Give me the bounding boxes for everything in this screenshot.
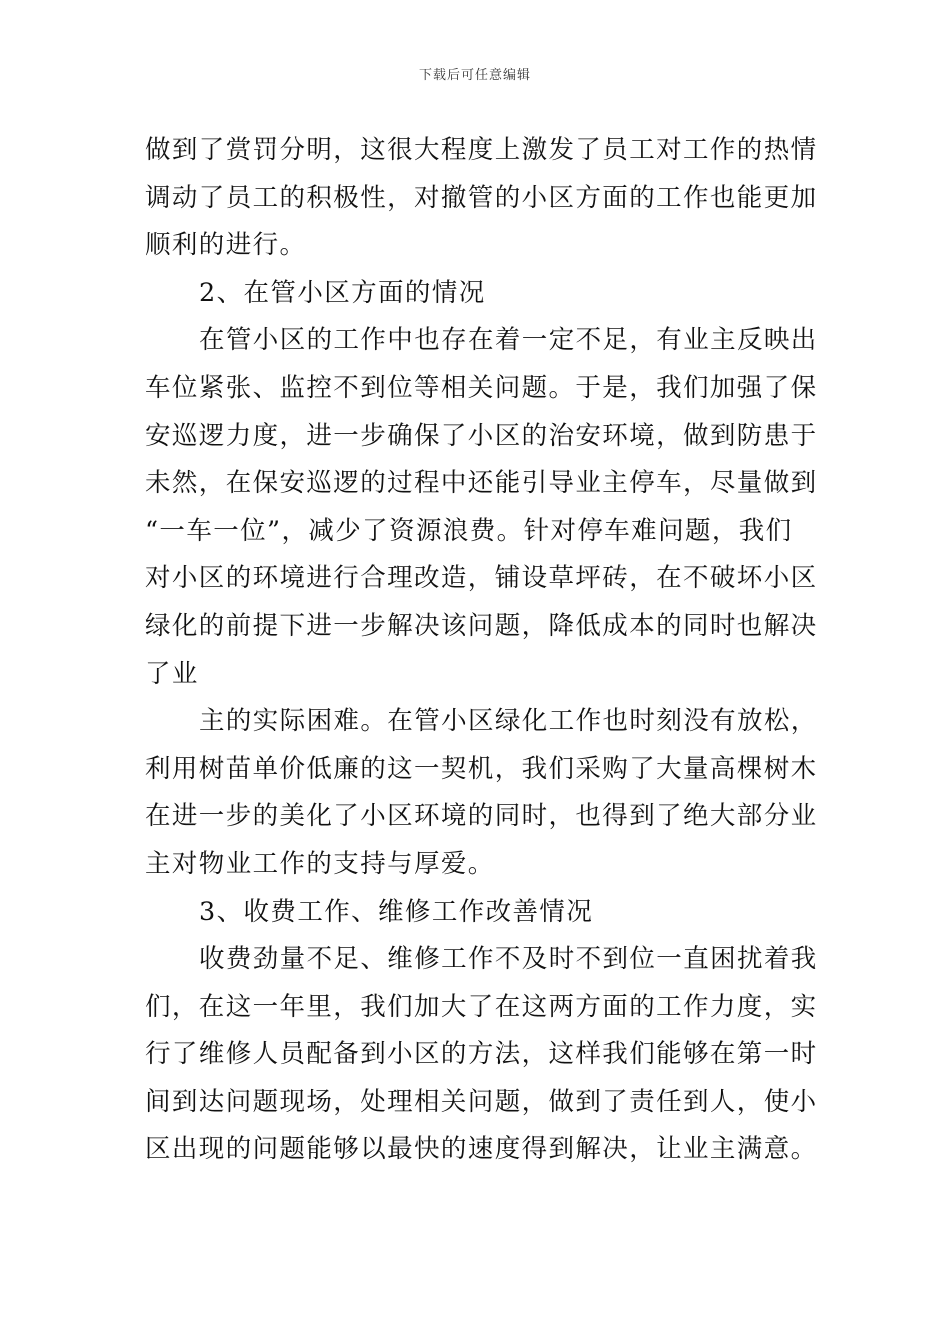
text-line: “一车一位”，减少了资源浪费。针对停车难问题，我们: [145, 515, 793, 546]
body-text: [145, 127, 818, 1174]
text-line: 主的实际困难。在管小区绿化工作也时刻没有放松，: [199, 706, 818, 737]
text-line: 未然，在保安巡逻的过程中还能引导业主停车，尽量做到: [145, 468, 818, 499]
text-line: 在管小区的工作中也存在着一定不足，有业主反映出: [199, 325, 818, 356]
text-line: 主对物业工作的支持与厚爱。: [145, 848, 495, 879]
section-heading: 2、在管小区方面的情况: [199, 277, 486, 308]
text-line: 利用树苗单价低廉的这一契机，我们采购了大量高棵树木: [145, 753, 818, 784]
text-line: 了业: [145, 658, 199, 689]
text-line: 车位紧张、监控不到位等相关问题。于是，我们加强了保: [145, 372, 818, 403]
text-line: 们，在这一年里，我们加大了在这两方面的工作力度，实: [145, 991, 818, 1022]
text-line: 区出现的问题能够以最快的速度得到解决，让业主满意。: [145, 1134, 818, 1165]
text-line: 间到达问题现场，处理相关问题，做到了责任到人，使小: [145, 1086, 818, 1117]
text-line: 顺利的进行。: [145, 230, 307, 261]
text-line: 收费劲量不足、维修工作不及时不到位一直困扰着我: [199, 944, 818, 975]
text-line: 行了维修人员配备到小区的方法，这样我们能够在第一时: [145, 1039, 818, 1070]
section-heading: 3、收费工作、维修工作改善情况: [199, 896, 594, 927]
text-line: 绿化的前提下进一步解决该问题，降低成本的同时也解决: [145, 610, 818, 641]
text-line: 在进一步的美化了小区环境的同时，也得到了绝大部分业: [145, 801, 818, 832]
page-header: 下载后可任意编辑: [418, 68, 531, 83]
text-line: 安巡逻力度，进一步确保了小区的治安环境，做到防患于: [145, 420, 818, 451]
text-line: 对小区的环境进行合理改造，铺设草坪砖，在不破坏小区: [145, 563, 818, 594]
text-line: 调动了员工的积极性，对撤管的小区方面的工作也能更加: [145, 182, 818, 213]
text-line: 做到了赏罚分明，这很大程度上激发了员工对工作的热情: [145, 135, 818, 165]
